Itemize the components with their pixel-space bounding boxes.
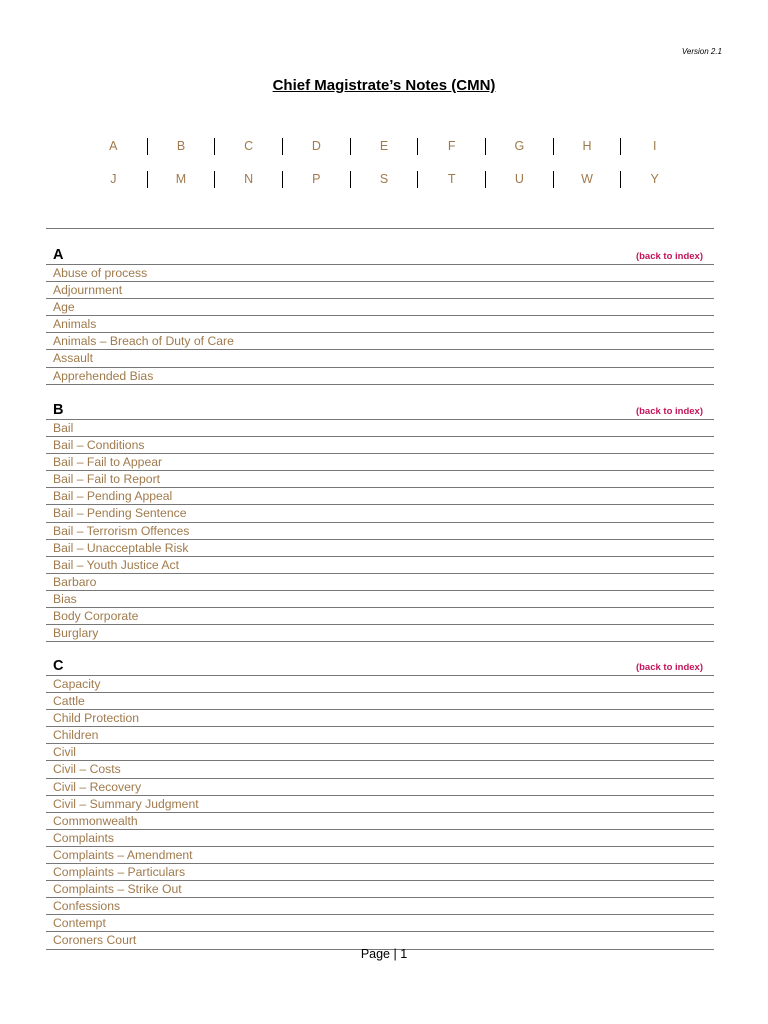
index-link-i[interactable]: I <box>652 139 657 153</box>
topic-link[interactable]: Bias <box>46 591 714 608</box>
topic-link[interactable]: Civil – Summary Judgment <box>46 796 714 813</box>
topic-link[interactable]: Commonwealth <box>46 813 714 830</box>
topic-link[interactable]: Apprehended Bias <box>46 368 714 385</box>
section-letter: B <box>53 402 64 418</box>
topic-link[interactable]: Complaints – Strike Out <box>46 881 714 898</box>
topic-link[interactable]: Bail – Fail to Appear <box>46 454 714 471</box>
topic-link[interactable]: Civil – Costs <box>46 761 714 778</box>
letter-index-row-1 <box>80 136 688 156</box>
topic-link[interactable]: Assault <box>46 350 714 367</box>
topic-link[interactable]: Adjournment <box>46 282 714 299</box>
section-header <box>46 246 714 265</box>
section-b <box>46 401 714 642</box>
index-link-y[interactable]: Y <box>650 172 659 186</box>
back-to-index-link[interactable]: (back to index) <box>635 662 703 673</box>
index-link-b[interactable]: B <box>176 139 186 153</box>
back-to-index-link[interactable]: (back to index) <box>635 406 703 417</box>
topic-link[interactable]: Abuse of process <box>46 265 714 282</box>
page-label: Page <box>360 947 391 961</box>
index-link-s[interactable]: S <box>379 172 389 186</box>
topic-link[interactable]: Coroners Court <box>46 932 714 949</box>
topic-link[interactable]: Body Corporate <box>46 608 714 625</box>
section-letter: A <box>53 247 64 263</box>
document-title: Chief Magistrate’s Notes (CMN) <box>272 77 496 94</box>
topic-link[interactable]: Bail <box>46 420 714 437</box>
index-link-w[interactable]: W <box>581 172 593 186</box>
divider <box>46 228 714 229</box>
section-letter: C <box>53 658 64 674</box>
topic-link[interactable]: Contempt <box>46 915 714 932</box>
topic-link[interactable]: Animals – Breach of Duty of Care <box>46 333 714 350</box>
index-link-c[interactable]: C <box>244 139 254 153</box>
topic-link[interactable]: Bail – Pending Sentence <box>46 505 714 522</box>
topic-link[interactable]: Complaints <box>46 830 714 847</box>
index-link-j[interactable]: J <box>110 172 117 186</box>
topic-link[interactable]: Complaints – Amendment <box>46 847 714 864</box>
back-to-index-link[interactable]: (back to index) <box>635 251 703 262</box>
topic-link[interactable]: Bail – Fail to Report <box>46 471 714 488</box>
letter-index-row-2 <box>80 169 688 189</box>
section-c <box>46 657 714 950</box>
topic-link[interactable]: Animals <box>46 316 714 333</box>
topic-link[interactable]: Bail – Conditions <box>46 437 714 454</box>
topic-link[interactable]: Burglary <box>46 625 714 642</box>
topic-link[interactable]: Confessions <box>46 898 714 915</box>
topic-link[interactable]: Barbaro <box>46 574 714 591</box>
index-link-h[interactable]: H <box>582 139 592 153</box>
index-link-d[interactable]: D <box>311 139 321 153</box>
topic-link[interactable]: Bail – Terrorism Offences <box>46 523 714 540</box>
topic-link[interactable]: Complaints – Particulars <box>46 864 714 881</box>
index-link-u[interactable]: U <box>514 172 524 186</box>
topic-link[interactable]: Civil – Recovery <box>46 779 714 796</box>
index-link-f[interactable]: F <box>447 139 456 153</box>
section-a <box>46 246 714 385</box>
index-link-g[interactable]: G <box>514 139 525 153</box>
page-separator: | <box>393 947 397 961</box>
index-link-p[interactable]: P <box>312 172 321 186</box>
topic-link[interactable]: Children <box>46 727 714 744</box>
topic-link[interactable]: Cattle <box>46 693 714 710</box>
index-link-m[interactable]: M <box>175 172 187 186</box>
page-footer <box>0 947 768 961</box>
topic-link[interactable]: Bail – Pending Appeal <box>46 488 714 505</box>
topic-link[interactable]: Civil <box>46 744 714 761</box>
index-link-n[interactable]: N <box>244 172 254 186</box>
topic-link[interactable]: Capacity <box>46 676 714 693</box>
topic-link[interactable]: Bail – Youth Justice Act <box>46 557 714 574</box>
index-link-a[interactable]: A <box>109 139 118 153</box>
index-link-e[interactable]: E <box>379 139 389 153</box>
topic-link[interactable]: Child Protection <box>46 710 714 727</box>
version-label: Version 2.1 <box>681 47 722 56</box>
page-number: 1 <box>400 947 408 961</box>
topic-link[interactable]: Age <box>46 299 714 316</box>
topic-link[interactable]: Bail – Unacceptable Risk <box>46 540 714 557</box>
section-header <box>46 401 714 420</box>
section-header <box>46 657 714 676</box>
index-link-t[interactable]: T <box>447 172 456 186</box>
